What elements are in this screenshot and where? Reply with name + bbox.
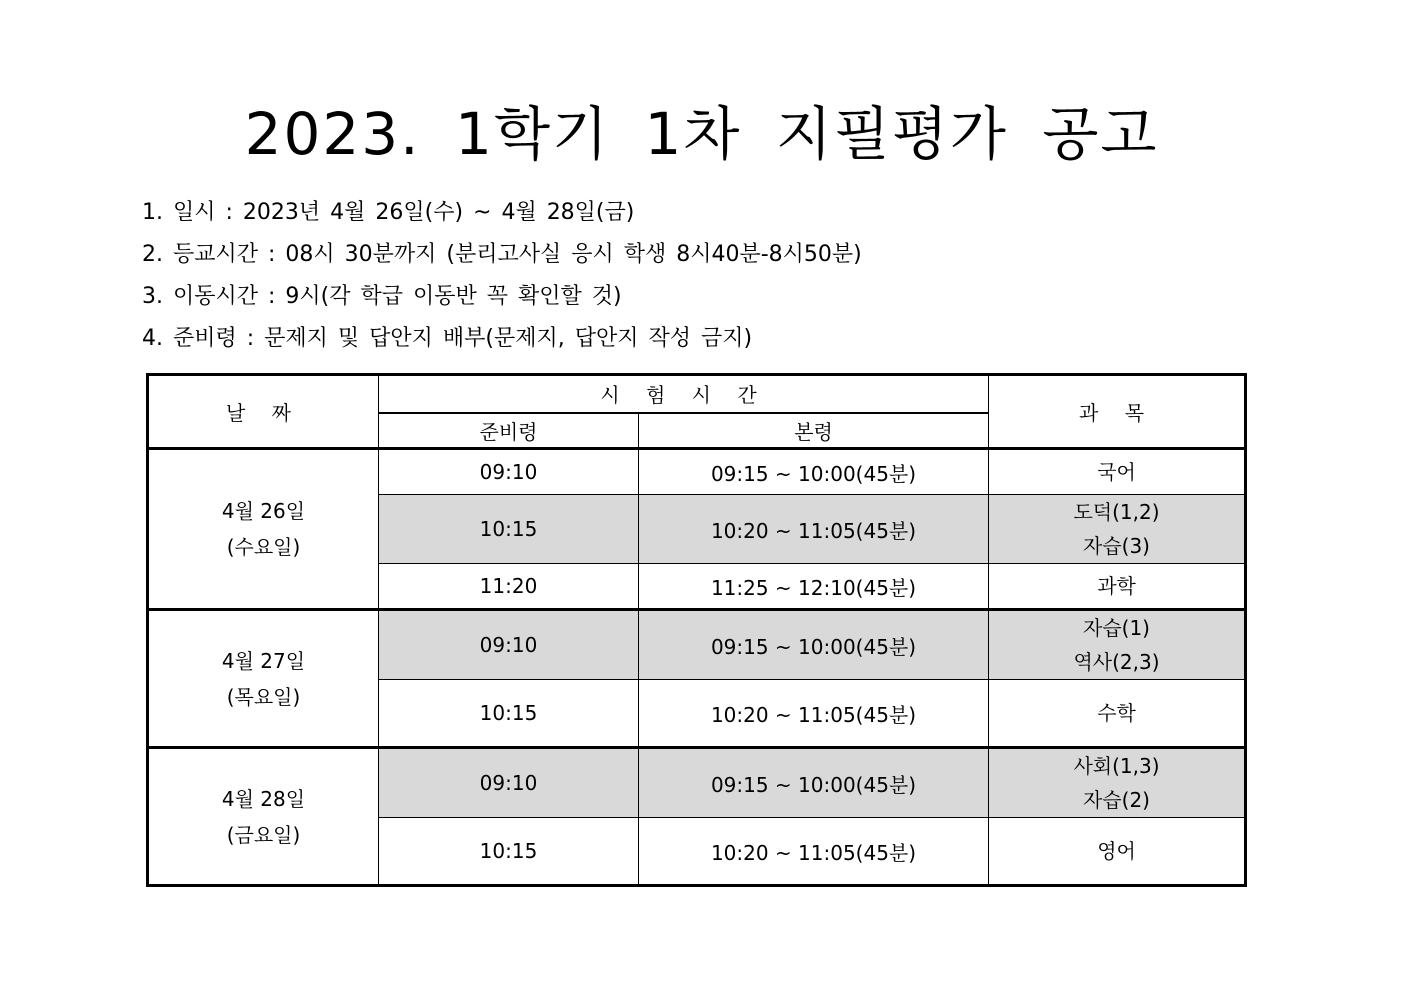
header-prep: 준비령 [379, 413, 639, 449]
subject [989, 748, 1246, 818]
notice-item-arrival-time: 2. 등교시간 : 08시 30분까지 (분리고사실 응시 학생 8시40분-8시50분) [142, 242, 862, 267]
main-time: 10:20 ~ 11:05(45분) [639, 495, 989, 564]
table-row [148, 610, 1246, 680]
main-time: 09:15 ~ 10:00(45분) [639, 449, 989, 495]
table-row [148, 449, 1246, 495]
subject [989, 564, 1246, 610]
header-exam-time: 시 험 시 간 [379, 375, 989, 413]
weekday-label: (금요일) [226, 822, 301, 847]
main-time: 09:15 ~ 10:00(45분) [639, 610, 989, 680]
weekday-label: (수요일) [226, 535, 301, 559]
prep-time: 09:10 [379, 610, 639, 680]
date-label: 4월 26일 [221, 499, 306, 523]
main-time: 10:20 ~ 11:05(45분) [639, 818, 989, 886]
exam-schedule-table [146, 373, 1247, 887]
date-label: 4월 28일 [221, 786, 306, 811]
date-cell-day1 [148, 449, 379, 610]
table-row [148, 748, 1246, 818]
subject-line: 과학 [1097, 574, 1136, 598]
subject [989, 449, 1246, 495]
main-time: 11:25 ~ 12:10(45분) [639, 564, 989, 610]
subject-line: 자습(1) [1083, 616, 1150, 640]
subject-line: 영어 [1097, 839, 1136, 863]
subject [989, 495, 1246, 564]
notice-item-date: 1. 일시 : 2023년 4월 26일(수) ~ 4월 28일(금) [142, 200, 635, 225]
prep-time: 11:20 [379, 564, 639, 610]
prep-time: 10:15 [379, 818, 639, 886]
header-subject: 과 목 [989, 375, 1246, 449]
subject-line: 국어 [1097, 460, 1136, 484]
main-time: 09:15 ~ 10:00(45분) [639, 748, 989, 818]
subject-line: 자습(2) [1083, 788, 1150, 812]
weekday-label: (목요일) [226, 684, 301, 709]
subject-line: 도덕(1,2) [1073, 500, 1160, 524]
header-main: 본령 [639, 413, 989, 449]
notice-item-prep-signal: 4. 준비령 : 문제지 및 답안지 배부(문제지, 답안지 작성 금지) [142, 326, 753, 351]
subject-line: 자습(3) [1083, 534, 1150, 558]
date-cell-day2 [148, 610, 379, 748]
subject-line: 사회(1,3) [1073, 754, 1160, 778]
header-date: 날 짜 [148, 375, 379, 449]
prep-time: 09:10 [379, 449, 639, 495]
prep-time: 10:15 [379, 680, 639, 748]
main-time: 10:20 ~ 11:05(45분) [639, 680, 989, 748]
subject-line: 수학 [1097, 701, 1136, 725]
prep-time: 09:10 [379, 748, 639, 818]
page-title: 2023. 1학기 1차 지필평가 공고 [244, 100, 1159, 168]
date-cell-day3 [148, 748, 379, 886]
subject-line: 역사(2,3) [1073, 650, 1160, 674]
notice-list [142, 196, 862, 364]
subject [989, 680, 1246, 748]
subject [989, 610, 1246, 680]
prep-time: 10:15 [379, 495, 639, 564]
notice-item-move-time: 3. 이동시간 : 9시(각 학급 이동반 꼭 확인할 것) [142, 284, 622, 309]
subject [989, 818, 1246, 886]
date-label: 4월 27일 [221, 648, 306, 673]
